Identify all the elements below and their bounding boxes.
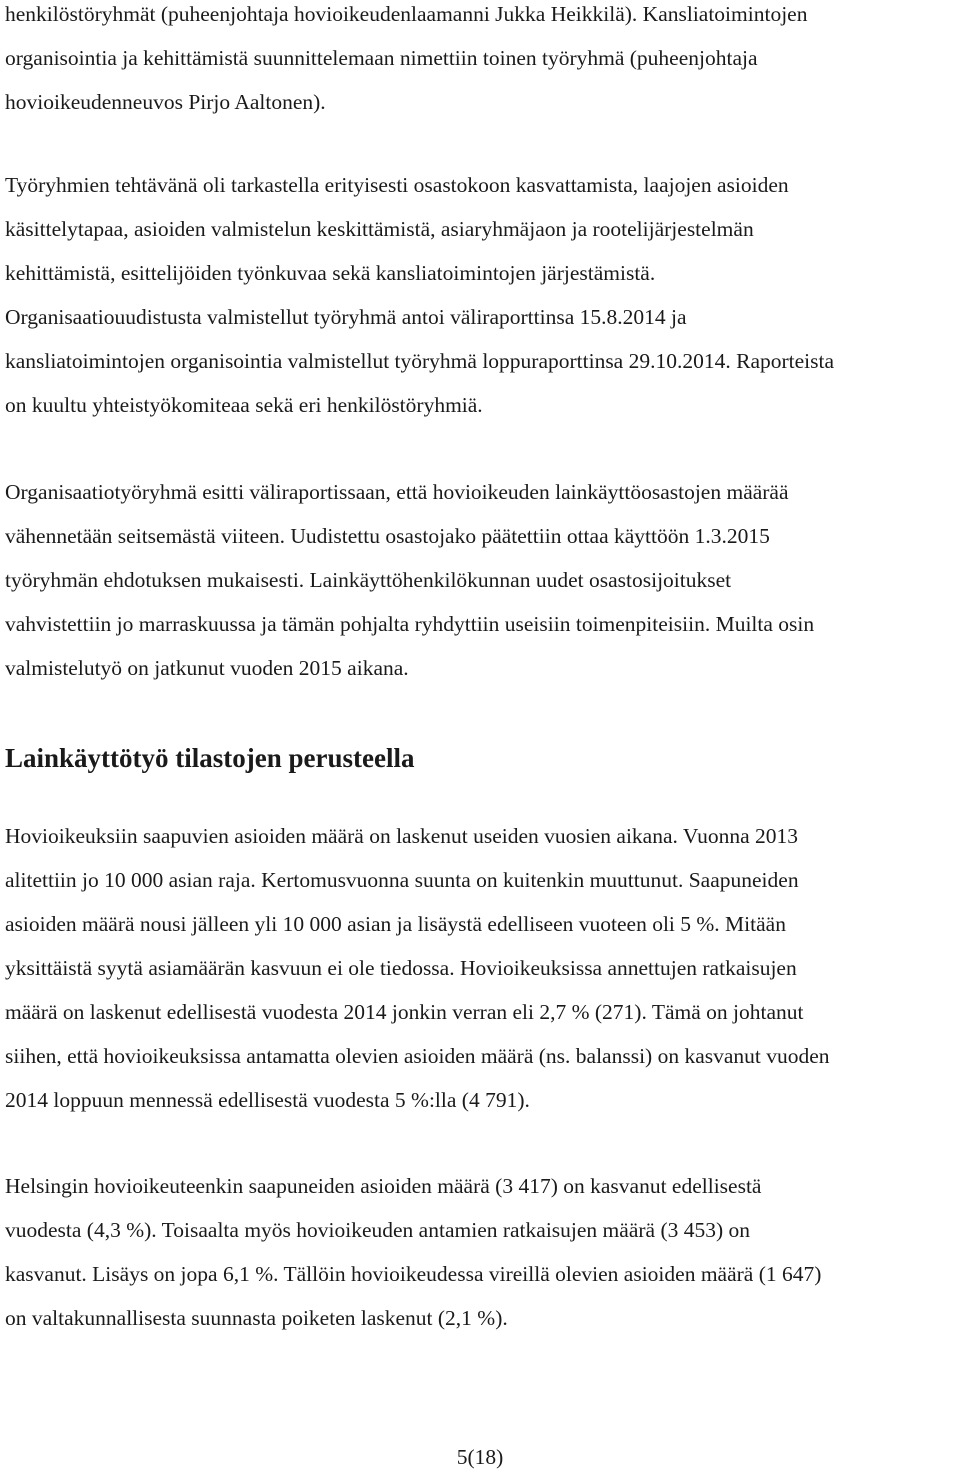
text-line: alitettiin jo 10 000 asian raja. Kertomusvuonna suunta on kuitenkin muuttunut. Saapuneiden bbox=[5, 868, 799, 892]
text-line: käsittelytapaa, asioiden valmistelun keskittämistä, asiaryhmäjaon ja rootelijärjestelmän bbox=[5, 217, 754, 241]
text-line: määrä on laskenut edellisestä vuodesta 2014 jonkin verran eli 2,7 % (271). Tämä on johtanut bbox=[5, 1000, 804, 1024]
text-line: työryhmän ehdotuksen mukaisesti. Lainkäyttöhenkilökunnan uudet osastosijoitukset bbox=[5, 568, 732, 592]
text-line: asioiden määrä nousi jälleen yli 10 000 asian ja lisäystä edelliseen vuoteen oli 5 %. Mitään bbox=[5, 912, 786, 936]
text-line: kansliatoimintojen organisointia valmistellut työryhmä loppuraporttinsa 29.10.2014. Raporteista bbox=[5, 349, 835, 373]
paragraph-statistics-national bbox=[5, 814, 960, 1122]
text-line: kasvanut. Lisäys on jopa 6,1 %. Tällöin hovioikeudessa vireillä olevien asioiden määrä (1 647) bbox=[5, 1262, 822, 1286]
section-heading: Lainkäyttötyö tilastojen perusteella bbox=[5, 743, 415, 773]
text-line: siihen, että hovioikeuksissa antamatta olevien asioiden määrä (ns. balanssi) on kasvanut vuoden bbox=[5, 1044, 830, 1068]
text-line: Organisaatiouudistusta valmistellut työryhmä antoi väliraporttinsa 15.8.2014 ja bbox=[5, 305, 687, 329]
paragraph-working-group-tasks bbox=[5, 163, 960, 427]
text-line: vähennetään seitsemästä viiteen. Uudistettu osastojako päätettiin ottaa käyttöön 1.3.2015 bbox=[5, 524, 770, 548]
text-line: kehittämistä, esittelijöiden työnkuvaa sekä kansliatoimintojen järjestämistä. bbox=[5, 261, 656, 285]
text-line: Työryhmien tehtävänä oli tarkastella erityisesti osastokoon kasvattamista, laajojen asioiden bbox=[5, 173, 789, 197]
text-line: vuodesta (4,3 %). Toisaalta myös hovioikeuden antamien ratkaisujen määrä (3 453) on bbox=[5, 1218, 751, 1242]
text-line: hovioikeudenneuvos Pirjo Aaltonen). bbox=[5, 90, 326, 114]
text-line: Organisaatiotyöryhmä esitti väliraportissaan, että hovioikeuden lainkäyttöosastojen määrää bbox=[5, 480, 789, 504]
page-number: 5(18) bbox=[456, 1445, 504, 1469]
text-line: on valtakunnallisesta suunnasta poiketen laskenut (2,1 %). bbox=[5, 1306, 508, 1330]
text-line: henkilöstöryhmät (puheenjohtaja hovioikeudenlaamanni Jukka Heikkilä). Kansliatoimintojen bbox=[5, 2, 808, 26]
text-line: vahvistettiin jo marraskuussa ja tämän pohjalta ryhdyttiin useisiin toimenpiteisiin. Muilta osin bbox=[5, 612, 815, 636]
text-line: Helsingin hovioikeuteenkin saapuneiden asioiden määrä (3 417) on kasvanut edellisestä bbox=[5, 1174, 762, 1198]
paragraph-working-groups bbox=[5, 0, 960, 124]
text-line: 2014 loppuun mennessä edellisestä vuodesta 5 %:lla (4 791). bbox=[5, 1088, 530, 1112]
text-line: yksittäistä syytä asiamäärän kasvuun ei ole tiedossa. Hovioikeuksissa annettujen ratkaisujen bbox=[5, 956, 797, 980]
text-line: valmistelutyö on jatkunut vuoden 2015 aikana. bbox=[5, 656, 409, 680]
text-line: on kuultu yhteistyökomiteaa sekä eri henkilöstöryhmiä. bbox=[5, 393, 483, 417]
text-line: Hovioikeuksiin saapuvien asioiden määrä on laskenut useiden vuosien aikana. Vuonna 2013 bbox=[5, 824, 799, 848]
text-line: organisointia ja kehittämistä suunnittelemaan nimettiin toinen työryhmä (puheenjohtaja bbox=[5, 46, 758, 70]
paragraph-organisation-reform bbox=[5, 470, 960, 690]
paragraph-statistics-helsinki bbox=[5, 1164, 960, 1340]
